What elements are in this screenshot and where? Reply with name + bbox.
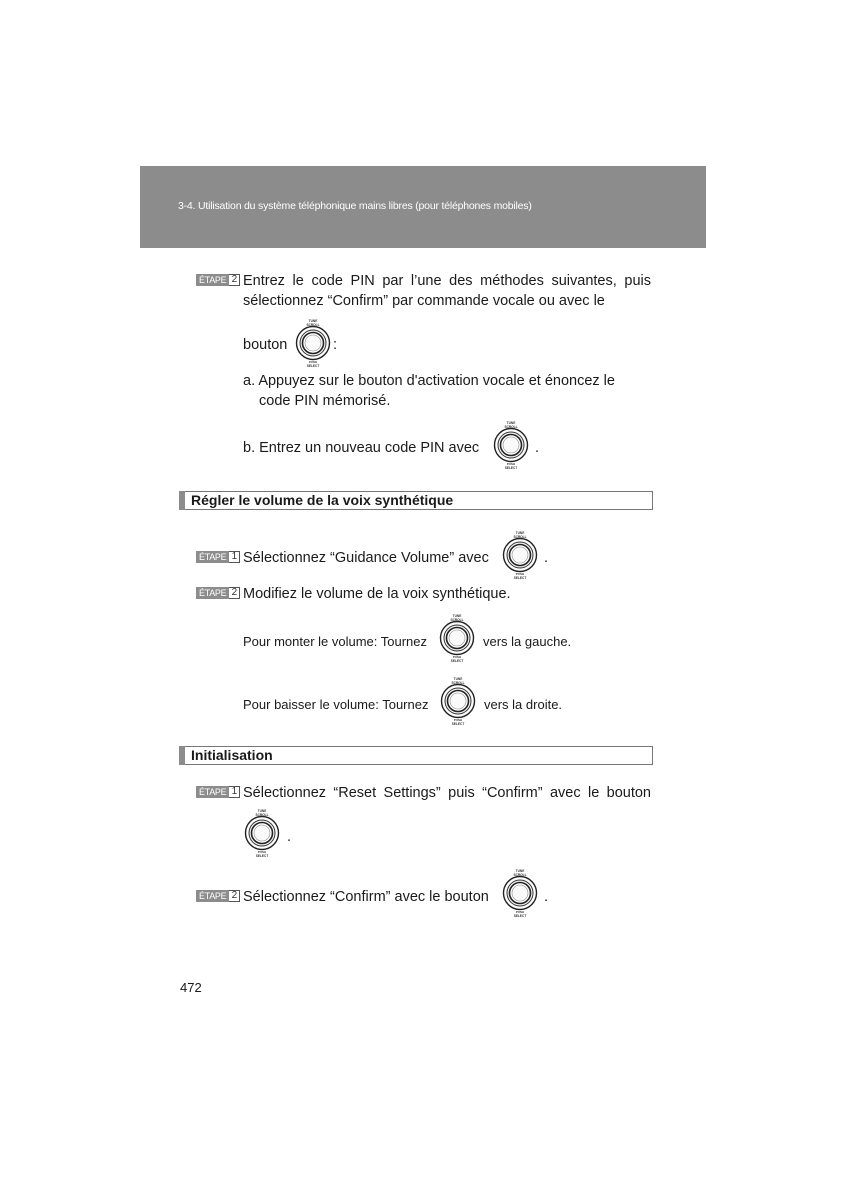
knob-top-label-2: SCROLL	[450, 618, 464, 622]
knob-bottom-label-2: SELECT	[255, 854, 269, 858]
knob-bottom-label-2: SELECT	[513, 914, 527, 918]
knob-bottom-label: PUSH	[515, 572, 525, 576]
step-badge-label: ÉTAPE	[196, 786, 229, 798]
step-badge	[196, 274, 240, 286]
section-accent	[179, 491, 185, 510]
knob-bottom-label: PUSH	[452, 655, 462, 659]
volume-down-before: Pour baisser le volume: Tournez	[243, 697, 429, 712]
chapter-header	[140, 166, 706, 248]
knob-bottom-label-2: SELECT	[513, 576, 527, 580]
step-badge	[196, 786, 240, 798]
pin-option-b: b. Entrez un nouveau code PIN avec	[243, 440, 480, 456]
tune-knob-icon	[294, 318, 332, 368]
knob-bottom-label: PUSH	[506, 462, 516, 466]
volume-down-after: vers la droite.	[484, 697, 563, 712]
pin-step-text: Entrez le code PIN par l’une des méthodes suivantes, puis sélectionnez “Confirm” par commande vocale ou avec le	[243, 273, 651, 309]
step-badge	[196, 551, 240, 563]
step-badge	[196, 890, 240, 902]
pin-option-b-end: .	[535, 440, 540, 456]
step-badge-label: ÉTAPE	[196, 274, 229, 286]
step-badge-number: 2	[229, 274, 240, 286]
breadcrumb: 3-4. Utilisation du système téléphonique mains libres (pour téléphones mobiles)	[178, 200, 532, 212]
knob-bottom-label-2: SELECT	[306, 364, 320, 368]
pin-option-a-line2: code PIN mémorisé.	[259, 393, 391, 409]
knob-top-label-2: SCROLL	[255, 813, 269, 817]
step-badge-number: 1	[229, 786, 240, 798]
knob-bottom-label: PUSH	[257, 850, 267, 854]
section-title: Régler le volume de la voix synthétique	[191, 492, 454, 508]
knob-top-label-2: SCROLL	[513, 873, 527, 877]
knob-top-label-2: SCROLL	[504, 425, 518, 429]
knob-top-label: TUNE	[506, 421, 516, 425]
tune-knob-icon	[438, 613, 476, 663]
volume-step-1-text: Sélectionnez “Guidance Volume” avec	[243, 550, 489, 566]
tune-knob-icon	[439, 676, 477, 726]
step-badge-number: 1	[229, 551, 240, 563]
volume-up-before: Pour monter le volume: Tournez	[243, 634, 428, 649]
init-step-2-end: .	[544, 889, 549, 905]
tune-knob-icon	[243, 808, 281, 858]
step-badge-label: ÉTAPE	[196, 551, 229, 563]
knob-top-label-2: SCROLL	[513, 535, 527, 539]
pin-option-a	[243, 371, 651, 391]
knob-top-label: TUNE	[308, 319, 318, 323]
knob-bottom-label: PUSH	[453, 718, 463, 722]
tune-knob-icon	[501, 868, 539, 918]
section-header-init	[179, 746, 653, 765]
knob-top-label: TUNE	[453, 677, 463, 681]
knob-bottom-label: PUSH	[308, 360, 318, 364]
knob-bottom-label: PUSH	[515, 910, 525, 914]
volume-up-after: vers la gauche.	[483, 634, 572, 649]
section-header-volume	[179, 491, 653, 510]
pin-option-a-line1: a. Appuyez sur le bouton d'activation vocale et énoncez le	[243, 373, 615, 389]
page-number: 472	[180, 980, 202, 995]
knob-top-label: TUNE	[515, 869, 525, 873]
knob-top-label-2: SCROLL	[451, 681, 465, 685]
section-title: Initialisation	[191, 747, 273, 763]
step-badge	[196, 587, 240, 599]
step-badge-number: 2	[229, 587, 240, 599]
init-step-1-text: Sélectionnez “Reset Settings” puis “Confirm” avec le bouton	[243, 785, 651, 801]
volume-step-1-end: .	[544, 550, 549, 566]
knob-top-label: TUNE	[452, 614, 462, 618]
knob-bottom-label-2: SELECT	[450, 659, 464, 663]
pin-button-word: bouton	[243, 337, 288, 353]
knob-top-label: TUNE	[515, 531, 525, 535]
knob-bottom-label-2: SELECT	[451, 722, 465, 726]
tune-knob-icon	[492, 420, 530, 470]
knob-top-label-2: SCROLL	[306, 323, 320, 327]
volume-step-2-text: Modifiez le volume de la voix synthétique.	[243, 586, 511, 602]
step-badge-label: ÉTAPE	[196, 587, 229, 599]
tune-knob-icon	[501, 530, 539, 580]
step-badge-label: ÉTAPE	[196, 890, 229, 902]
knob-top-label: TUNE	[257, 809, 267, 813]
section-accent	[179, 746, 185, 765]
init-step-2-text: Sélectionnez “Confirm” avec le bouton	[243, 889, 489, 905]
step-badge-number: 2	[229, 890, 240, 902]
knob-bottom-label-2: SELECT	[504, 466, 518, 470]
pin-button-colon: :	[333, 337, 338, 353]
init-step-1-end: .	[287, 829, 292, 845]
